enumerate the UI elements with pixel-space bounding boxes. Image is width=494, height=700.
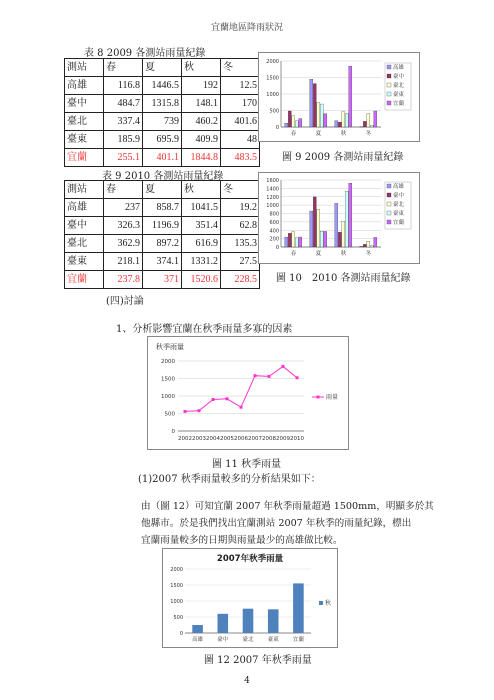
table8-caption: 表 8 2009 各測站雨量紀錄 bbox=[84, 48, 206, 59]
table-header-cell: 測站 bbox=[65, 59, 104, 77]
table-cell: 371 bbox=[143, 271, 182, 289]
table-cell: 臺東 bbox=[65, 131, 104, 149]
bar bbox=[324, 231, 327, 247]
y-tick-label: 0 bbox=[275, 245, 279, 251]
table-cell: 326.3 bbox=[104, 217, 143, 235]
x-tick-label: 2004 bbox=[206, 436, 220, 442]
table-cell: 1315.8 bbox=[143, 95, 182, 113]
bar bbox=[310, 211, 313, 247]
bar bbox=[349, 66, 352, 127]
legend-label: 雨量 bbox=[326, 394, 339, 401]
legend-marker bbox=[317, 396, 320, 399]
legend-label: 臺北 bbox=[393, 83, 405, 89]
table-cell: 1446.5 bbox=[143, 77, 182, 95]
table-header-cell: 夏 bbox=[143, 59, 182, 77]
table-cell: 臺東 bbox=[65, 253, 104, 271]
x-tick-label: 2008 bbox=[262, 436, 276, 442]
table-header-cell: 春 bbox=[104, 181, 143, 199]
bar bbox=[299, 237, 302, 247]
table-header-row bbox=[65, 59, 260, 77]
paragraph-line: 由（圖 12）可知宜蘭 2007 年秋季雨量超過 1500mm，明顯多於其 bbox=[141, 501, 434, 512]
chart9-caption: 圖 9 2009 各測站雨量紀錄 bbox=[282, 152, 404, 163]
data-point bbox=[254, 374, 257, 377]
table-cell: 897.2 bbox=[143, 235, 182, 253]
table-cell: 374.1 bbox=[143, 253, 182, 271]
x-tick-label: 2010 bbox=[290, 436, 304, 442]
x-tick-label: 夏 bbox=[315, 251, 322, 257]
data-point bbox=[282, 365, 285, 368]
x-tick-label: 宜蘭 bbox=[292, 637, 304, 643]
y-tick-label: 1000 bbox=[266, 92, 279, 98]
legend-swatch bbox=[319, 601, 323, 605]
bar bbox=[285, 123, 288, 127]
bar bbox=[243, 609, 254, 633]
table9 bbox=[64, 180, 260, 289]
subitem1: (1)2007 秋季雨量較多的分析結果如下： bbox=[138, 474, 321, 485]
table-cell: 19.2 bbox=[221, 199, 260, 217]
chart12-caption: 圖 12 2007 年秋季雨量 bbox=[204, 655, 312, 666]
bar bbox=[324, 114, 327, 127]
bar bbox=[367, 241, 370, 247]
legend-swatch bbox=[387, 202, 391, 206]
y-tick-label: 2000 bbox=[266, 59, 279, 65]
table-cell: 237.8 bbox=[104, 271, 143, 289]
table-cell: 135.3 bbox=[221, 235, 260, 253]
table-cell: 12.5 bbox=[221, 77, 260, 95]
data-point bbox=[296, 376, 299, 379]
x-tick-label: 2009 bbox=[276, 436, 290, 442]
legend-label: 臺中 bbox=[393, 74, 405, 80]
table-row bbox=[65, 235, 260, 253]
chart9-frame bbox=[258, 52, 420, 142]
y-tick-label: 200 bbox=[269, 236, 279, 243]
table-cell: 351.4 bbox=[182, 217, 221, 235]
y-tick-label: 1600 bbox=[266, 178, 279, 184]
x-tick-label: 春 bbox=[290, 131, 297, 137]
bar bbox=[370, 246, 373, 247]
page-number: 4 bbox=[244, 676, 250, 686]
data-point bbox=[184, 410, 187, 413]
y-tick-label: 500 bbox=[173, 615, 183, 621]
table-header-cell: 冬 bbox=[221, 181, 260, 199]
table-cell: 116.8 bbox=[104, 77, 143, 95]
bar bbox=[295, 121, 298, 127]
table-cell: 170 bbox=[221, 95, 260, 113]
bar bbox=[288, 111, 291, 127]
data-point bbox=[240, 406, 243, 409]
y-tick-label: 500 bbox=[164, 411, 175, 418]
table-cell: 1331.2 bbox=[182, 253, 221, 271]
legend-label: 臺東 bbox=[393, 92, 405, 98]
table-cell: 218.1 bbox=[104, 253, 143, 271]
table-row bbox=[65, 95, 260, 113]
bar bbox=[317, 103, 320, 127]
bar bbox=[292, 116, 295, 127]
table-row bbox=[65, 253, 260, 271]
table-cell: 858.7 bbox=[143, 199, 182, 217]
table-cell: 宜蘭 bbox=[65, 271, 104, 289]
legend-swatch bbox=[387, 184, 391, 188]
table-cell: 宜蘭 bbox=[65, 149, 104, 167]
legend-label: 高雄 bbox=[393, 184, 405, 190]
legend-swatch bbox=[387, 220, 391, 224]
bar bbox=[335, 203, 338, 247]
x-tick-label: 2005 bbox=[220, 436, 234, 442]
paragraph-line: 他縣市。於是我們找出宜蘭測站 2007 年秋季的雨量紀錄，標出 bbox=[141, 518, 412, 529]
paragraph-line: 宜蘭雨量較多的日期與雨量最少的高雄做比較。 bbox=[141, 535, 343, 546]
x-tick-label: 秋 bbox=[340, 131, 347, 137]
table-cell: 255.1 bbox=[104, 149, 143, 167]
y-tick-label: 1500 bbox=[161, 376, 175, 383]
bar bbox=[338, 122, 341, 127]
y-tick-label: 1200 bbox=[266, 194, 279, 201]
table-cell: 臺北 bbox=[65, 113, 104, 131]
legend-swatch bbox=[387, 211, 391, 215]
chart11-frame bbox=[147, 336, 349, 450]
data-point bbox=[268, 375, 271, 378]
x-tick-label: 臺中 bbox=[217, 637, 229, 643]
table-cell: 401.1 bbox=[143, 149, 182, 167]
table9-caption: 表 9 2010 各測站雨量紀錄 bbox=[102, 171, 224, 182]
y-tick-label: 1400 bbox=[266, 186, 279, 193]
bar bbox=[288, 233, 291, 247]
y-tick-label: 1500 bbox=[170, 583, 183, 589]
table-cell: 739 bbox=[143, 113, 182, 131]
y-tick-label: 500 bbox=[269, 108, 279, 115]
legend-label: 高雄 bbox=[393, 65, 405, 71]
y-tick-label: 2000 bbox=[170, 567, 183, 573]
table-row bbox=[65, 271, 260, 289]
table-cell: 237 bbox=[104, 199, 143, 217]
data-point bbox=[212, 398, 215, 401]
x-tick-label: 2006 bbox=[234, 436, 248, 442]
table-cell: 483.5 bbox=[221, 149, 260, 167]
table-header-cell: 春 bbox=[104, 59, 143, 77]
y-tick-label: 1500 bbox=[266, 75, 279, 82]
table-cell: 臺中 bbox=[65, 95, 104, 113]
bar bbox=[335, 121, 338, 127]
page-header: 宜蘭地區降雨狀況 bbox=[210, 23, 283, 33]
bar bbox=[345, 113, 348, 127]
x-tick-label: 2002 bbox=[178, 436, 192, 442]
bar bbox=[218, 614, 229, 633]
bar bbox=[313, 197, 316, 247]
x-tick-label: 夏 bbox=[315, 131, 322, 137]
bar bbox=[374, 237, 377, 247]
table-row bbox=[65, 77, 260, 95]
data-point bbox=[226, 397, 229, 400]
chart12 bbox=[163, 549, 337, 647]
chart10-frame bbox=[258, 172, 420, 264]
table8 bbox=[64, 58, 260, 167]
table-cell: 27.5 bbox=[221, 253, 260, 271]
table-header-cell: 秋 bbox=[182, 181, 221, 199]
table-row bbox=[65, 149, 260, 167]
table-cell: 616.9 bbox=[182, 235, 221, 253]
y-tick-label: 2000 bbox=[161, 359, 175, 365]
legend-label: 臺東 bbox=[393, 211, 405, 217]
legend-label: 宜蘭 bbox=[393, 101, 405, 107]
bar bbox=[320, 104, 323, 127]
table-cell: 401.6 bbox=[221, 113, 260, 131]
bar bbox=[363, 121, 366, 127]
y-tick-label: 0 bbox=[179, 631, 183, 637]
x-tick-label: 2003 bbox=[192, 436, 206, 442]
x-tick-label: 冬 bbox=[365, 131, 372, 137]
bar bbox=[317, 209, 320, 247]
legend-label: 臺中 bbox=[393, 193, 405, 199]
bar bbox=[374, 111, 377, 127]
table-row bbox=[65, 199, 260, 217]
bar bbox=[370, 125, 373, 127]
legend-label: 秋 bbox=[325, 600, 332, 607]
table-cell: 高雄 bbox=[65, 77, 104, 95]
legend-label: 宜蘭 bbox=[393, 220, 405, 226]
chart12-frame bbox=[162, 548, 338, 648]
bar bbox=[320, 231, 323, 247]
table-cell: 1520.6 bbox=[182, 271, 221, 289]
table-header-cell: 秋 bbox=[182, 59, 221, 77]
bar bbox=[292, 232, 295, 247]
table-header-cell: 冬 bbox=[221, 59, 260, 77]
y-tick-label: 800 bbox=[269, 211, 279, 218]
table-row bbox=[65, 217, 260, 235]
table-cell: 高雄 bbox=[65, 199, 104, 217]
bar bbox=[310, 79, 313, 127]
table-cell: 409.9 bbox=[182, 131, 221, 149]
y-tick-label: 1000 bbox=[161, 394, 175, 400]
y-tick-label: 0 bbox=[171, 429, 175, 435]
chart11 bbox=[148, 337, 348, 449]
bar bbox=[285, 237, 288, 247]
table-cell: 1196.9 bbox=[143, 217, 182, 235]
table-header-cell: 夏 bbox=[143, 181, 182, 199]
bar bbox=[349, 183, 352, 247]
table-cell: 48 bbox=[221, 131, 260, 149]
table-cell: 695.9 bbox=[143, 131, 182, 149]
table-cell: 1844.8 bbox=[182, 149, 221, 167]
table-cell: 460.2 bbox=[182, 113, 221, 131]
chart-title: 秋季雨量 bbox=[156, 343, 184, 351]
x-tick-label: 臺東 bbox=[267, 637, 279, 643]
paragraph bbox=[141, 498, 461, 549]
y-tick-label: 1000 bbox=[170, 599, 183, 605]
bar bbox=[192, 625, 203, 633]
table-header-row bbox=[65, 181, 260, 199]
bar bbox=[360, 246, 363, 247]
chart-title: 2007年秋季雨量 bbox=[216, 554, 284, 564]
bar bbox=[338, 232, 341, 247]
bar bbox=[295, 238, 298, 247]
y-tick-label: 0 bbox=[275, 125, 279, 131]
table-cell: 484.7 bbox=[104, 95, 143, 113]
bar bbox=[345, 191, 348, 247]
data-point bbox=[198, 409, 201, 412]
table-row bbox=[65, 131, 260, 149]
chart10 bbox=[259, 173, 419, 263]
legend-swatch bbox=[387, 101, 391, 105]
bar bbox=[342, 221, 345, 247]
series-line bbox=[185, 366, 297, 411]
table-cell: 臺北 bbox=[65, 235, 104, 253]
chart9 bbox=[259, 53, 419, 141]
legend-swatch bbox=[387, 65, 391, 69]
section-heading: (四)討論 bbox=[106, 296, 144, 307]
bar bbox=[342, 112, 345, 127]
chart10-caption: 圖 10 2010 各測站雨量紀錄 bbox=[276, 273, 411, 284]
legend-swatch bbox=[387, 74, 391, 78]
table-row bbox=[65, 113, 260, 131]
table-cell: 1041.5 bbox=[182, 199, 221, 217]
table-cell: 185.9 bbox=[104, 131, 143, 149]
x-tick-label: 秋 bbox=[340, 251, 347, 257]
table-cell: 337.4 bbox=[104, 113, 143, 131]
x-tick-label: 2007 bbox=[248, 436, 262, 442]
y-tick-label: 400 bbox=[269, 228, 279, 235]
chart11-caption: 圖 11 秋季雨量 bbox=[212, 459, 282, 470]
table-cell: 62.8 bbox=[221, 217, 260, 235]
bar bbox=[363, 244, 366, 247]
legend-label: 臺北 bbox=[393, 202, 405, 208]
table-cell: 148.1 bbox=[182, 95, 221, 113]
table-cell: 228.5 bbox=[221, 271, 260, 289]
bar bbox=[293, 583, 304, 633]
bar bbox=[299, 119, 302, 127]
table-cell: 362.9 bbox=[104, 235, 143, 253]
table-cell: 192 bbox=[182, 77, 221, 95]
y-tick-label: 600 bbox=[269, 219, 279, 226]
x-tick-label: 臺北 bbox=[242, 637, 254, 643]
legend-swatch bbox=[387, 83, 391, 87]
item1-heading: 1、分析影響宜蘭在秋季雨量多寡的因素 bbox=[116, 324, 293, 335]
bar bbox=[313, 84, 316, 127]
x-tick-label: 春 bbox=[290, 251, 297, 257]
x-tick-label: 冬 bbox=[365, 251, 372, 257]
x-tick-label: 高雄 bbox=[192, 637, 204, 643]
bar bbox=[268, 609, 279, 633]
legend-swatch bbox=[387, 193, 391, 197]
table-header-cell: 測站 bbox=[65, 181, 104, 199]
table-cell: 臺中 bbox=[65, 217, 104, 235]
y-tick-label: 1000 bbox=[266, 203, 279, 210]
legend-swatch bbox=[387, 92, 391, 96]
bar bbox=[367, 114, 370, 127]
